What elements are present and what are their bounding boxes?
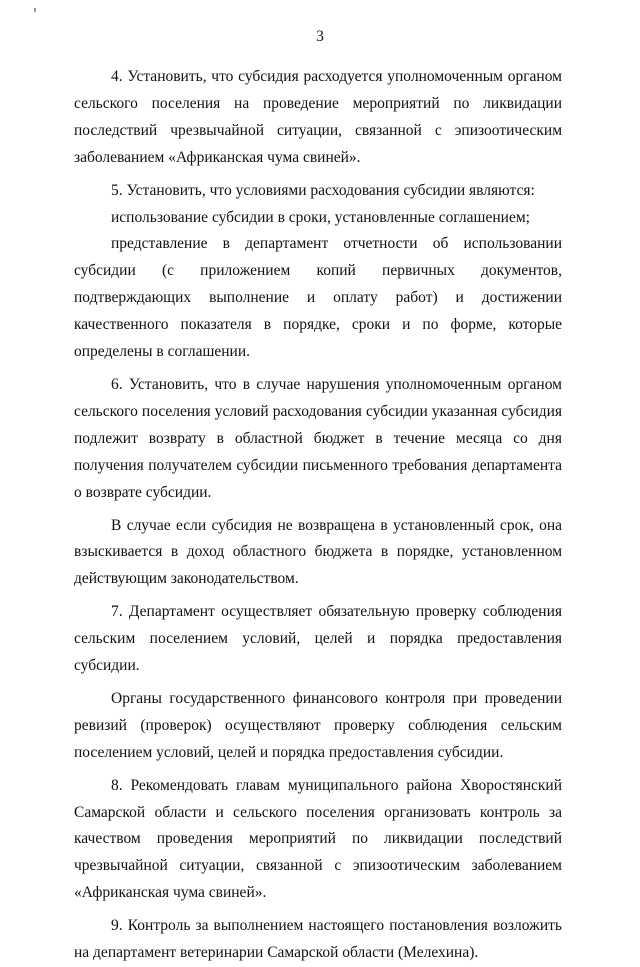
page-number: 3 [316,28,324,45]
paragraph-5-condition-1: использование субсидии в сроки, установленные соглашением; [111,208,530,226]
scan-mark [34,8,36,12]
paragraph-4: 4. Установить, что субсидия расходуется уполномоченным органом сельского поселения на проведение мероприятий по ликвидации последствий чрезвычайной ситуации, связанной с эпизоотическим заболеванием «Африканская чума свиней». [74,68,562,166]
paragraph-7-continuation: Органы государственного финансового контроля при проведении ревизий (проверок) осуществляют проверку соблюдения сельским поселением условий, целей и порядка предоставления субсидии. [74,689,562,761]
paragraph-6-continuation: В случае если субсидия не возвращена в установленный срок, она взыскивается в доход областного бюджета в порядке, установленном действующим законодательством. [74,516,562,588]
paragraph-5-condition-2: представление в департамент отчетности об использовании субсидии (с приложением копий первичных документов, подтверждающих выполнение и оплату работ) и достижении качественного показателя в порядке, сроки и по форме, которые определены в соглашении. [74,235,562,361]
paragraph-6: 6. Установить, что в случае нарушения уполномоченным органом сельского поселения условий расходования субсидии указанная субсидия подлежит возврату в областной бюджет в течение месяца со дня получения получателем субсидии письменного требования департамента о возврате субсидии. [74,375,562,501]
paragraph-9: 9. Контроль за выполнением настоящего постановления возложить на департамент ветеринарии Самарской области (Мелехина). [74,917,562,962]
document-body [74,64,562,967]
paragraph-5: 5. Установить, что условиями расходования субсидии являются: [111,181,535,199]
paragraph-7: 7. Департамент осуществляет обязательную проверку соблюдения сельским поселением условий, целей и порядка предоставления субсидии. [74,603,562,675]
paragraph-8: 8. Рекомендовать главам муниципального района Хворостянский Самарской области и сельского поселения организовать контроль за качеством проведения мероприятий по ликвидации последствий чрезвычайной ситуации, связанной с эпизоотическим заболеванием «Африканская чума свиней». [74,776,562,902]
